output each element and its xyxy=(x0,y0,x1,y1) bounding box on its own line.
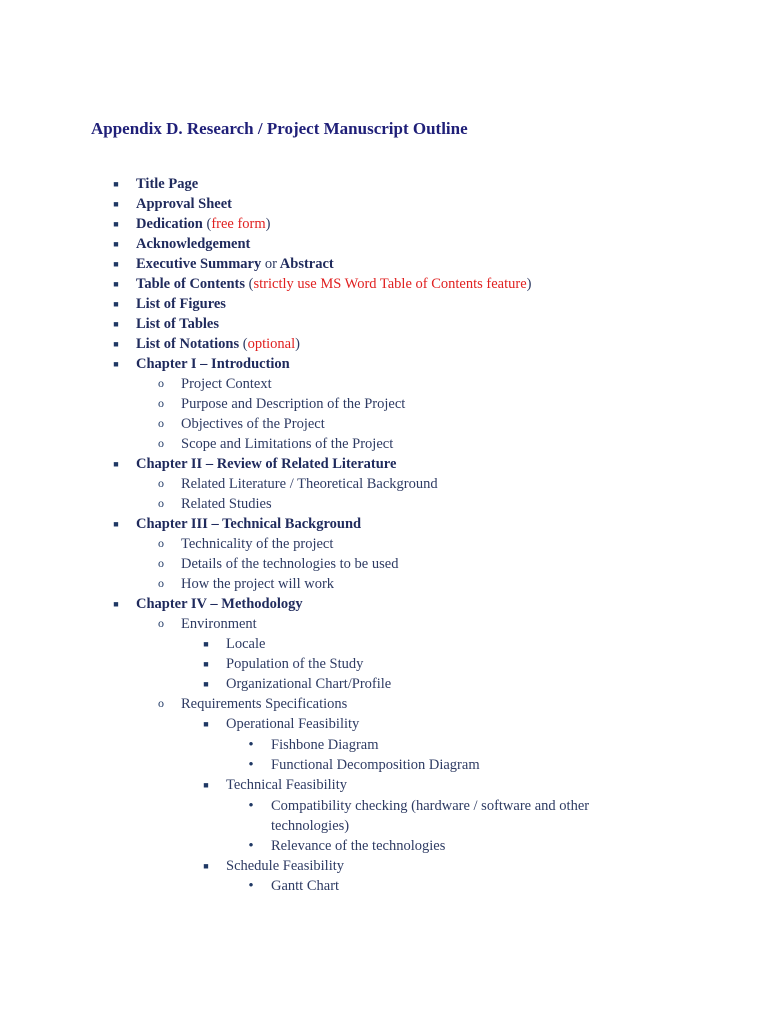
sub-item-label: Purpose and Description of the Project xyxy=(181,396,406,412)
sub-item-label: Related Literature / Theoretical Background xyxy=(181,476,438,492)
sub-item-label: Project Context xyxy=(181,376,272,392)
list-item-table-of-contents: ■ Table of Contents (strictly use MS Word Table of Contents feature) xyxy=(0,274,768,294)
round-bullet-icon: • xyxy=(248,838,254,854)
square-bullet-icon: ■ xyxy=(203,780,209,790)
list-item-list-of-figures xyxy=(0,294,768,314)
item-note: strictly use MS Word Table of Contents feature xyxy=(253,276,527,292)
sub-item-label: Requirements Specifications xyxy=(181,696,348,712)
sub-sub-item-label: Organizational Chart/Profile xyxy=(226,676,392,692)
round-bullet-icon: • xyxy=(248,798,254,814)
sub-sub-item-label: Population of the Study xyxy=(226,656,364,672)
item-label: Executive Summary xyxy=(136,256,262,272)
sub-sub-item-label: Operational Feasibility xyxy=(226,716,360,732)
sub-sub-item-schedule xyxy=(0,856,768,876)
circle-bullet-icon: o xyxy=(158,576,164,590)
square-bullet-icon: ■ xyxy=(113,259,119,269)
square-bullet-icon: ■ xyxy=(113,319,119,329)
circle-bullet-icon: o xyxy=(158,436,164,450)
sub-item xyxy=(0,494,768,514)
list-item-chapter-2 xyxy=(0,454,768,474)
sub-item-label: How the project will work xyxy=(181,576,335,592)
square-bullet-icon: ■ xyxy=(113,199,119,209)
square-bullet-icon: ■ xyxy=(203,659,209,669)
sub-item-label: Technicality of the project xyxy=(181,536,334,552)
leaf-item xyxy=(0,755,768,775)
item-conjunction: or xyxy=(264,256,277,272)
circle-bullet-icon: o xyxy=(158,416,164,430)
item-label: Chapter III – Technical Background xyxy=(136,516,362,532)
leaf-item xyxy=(0,836,768,856)
item-label: Dedication xyxy=(136,216,203,232)
sub-item xyxy=(0,414,768,434)
list-item-chapter-4 xyxy=(0,594,768,614)
leaf-item-label: Gantt Chart xyxy=(271,878,340,894)
item-label: List of Notations xyxy=(136,336,240,352)
sub-sub-item xyxy=(0,674,768,694)
sub-item-environment xyxy=(0,614,768,634)
sub-item xyxy=(0,554,768,574)
sub-item-label: Objectives of the Project xyxy=(181,416,325,432)
square-bullet-icon: ■ xyxy=(113,519,119,529)
item-label: List of Tables xyxy=(136,316,219,332)
circle-bullet-icon: o xyxy=(158,496,164,510)
list-item-dedication: ■ Dedication (free form) xyxy=(0,214,768,234)
round-bullet-icon: • xyxy=(248,878,254,894)
circle-bullet-icon: o xyxy=(158,396,164,410)
square-bullet-icon: ■ xyxy=(113,359,119,369)
circle-bullet-icon: o xyxy=(158,696,164,710)
sub-sub-item-label: Locale xyxy=(226,636,266,652)
square-bullet-icon: ■ xyxy=(203,861,209,871)
sub-item-label: Environment xyxy=(181,616,257,632)
square-bullet-icon: ■ xyxy=(203,719,209,729)
item-label: Chapter IV – Methodology xyxy=(136,596,303,612)
leaf-item-label: Compatibility checking (hardware / software and other technologies) xyxy=(271,798,590,834)
sub-item-label: Details of the technologies to be used xyxy=(181,556,399,572)
square-bullet-icon: ■ xyxy=(113,279,119,289)
square-bullet-icon: ■ xyxy=(113,219,119,229)
square-bullet-icon: ■ xyxy=(113,459,119,469)
leaf-item xyxy=(0,796,768,836)
leaf-item-label: Fishbone Diagram xyxy=(271,737,379,753)
item-label: Acknowledgement xyxy=(136,236,251,252)
list-item-chapter-1 xyxy=(0,354,768,374)
round-bullet-icon: • xyxy=(248,757,254,773)
outline-list xyxy=(0,174,768,896)
sub-item-label: Related Studies xyxy=(181,496,272,512)
round-bullet-icon: • xyxy=(248,737,254,753)
square-bullet-icon: ■ xyxy=(203,639,209,649)
circle-bullet-icon: o xyxy=(158,376,164,390)
sub-sub-item-technical xyxy=(0,775,768,795)
item-label: Chapter I – Introduction xyxy=(136,356,290,372)
leaf-item-label: Relevance of the technologies xyxy=(271,838,446,854)
leaf-item-label: Functional Decomposition Diagram xyxy=(271,757,480,773)
list-item-chapter-3 xyxy=(0,514,768,534)
sub-sub-item-label: Technical Feasibility xyxy=(226,777,347,793)
list-item-title-page xyxy=(0,174,768,194)
sub-item xyxy=(0,534,768,554)
item-note: optional xyxy=(247,336,296,352)
square-bullet-icon: ■ xyxy=(203,679,209,689)
square-bullet-icon: ■ xyxy=(113,599,119,609)
sub-item-label: Scope and Limitations of the Project xyxy=(181,436,394,452)
circle-bullet-icon: o xyxy=(158,476,164,490)
leaf-item xyxy=(0,735,768,755)
item-label-abstract: Abstract xyxy=(279,256,334,272)
list-item-executive-summary xyxy=(0,254,768,274)
list-item-acknowledgement xyxy=(0,234,768,254)
sub-item xyxy=(0,434,768,454)
sub-item xyxy=(0,394,768,414)
item-label: Approval Sheet xyxy=(136,196,233,212)
leaf-item xyxy=(0,876,768,896)
circle-bullet-icon: o xyxy=(158,536,164,550)
list-item-list-of-tables xyxy=(0,314,768,334)
sub-sub-item-label: Schedule Feasibility xyxy=(226,858,344,874)
sub-sub-item xyxy=(0,654,768,674)
sub-sub-item xyxy=(0,634,768,654)
sub-sub-item-operational xyxy=(0,714,768,734)
sub-item xyxy=(0,474,768,494)
square-bullet-icon: ■ xyxy=(113,339,119,349)
item-label: Chapter II – Review of Related Literature xyxy=(136,456,397,472)
circle-bullet-icon: o xyxy=(158,616,164,630)
square-bullet-icon: ■ xyxy=(113,299,119,309)
item-note: free form xyxy=(211,216,266,232)
list-item-list-of-notations: ■ List of Notations (optional) xyxy=(0,334,768,354)
sub-item-requirements xyxy=(0,694,768,714)
list-item-approval-sheet xyxy=(0,194,768,214)
sub-item xyxy=(0,574,768,594)
sub-item xyxy=(0,374,768,394)
page-title: Appendix D. Research / Project Manuscript Outline xyxy=(91,119,468,138)
square-bullet-icon: ■ xyxy=(113,239,119,249)
circle-bullet-icon: o xyxy=(158,556,164,570)
item-label: List of Figures xyxy=(136,296,226,312)
item-label: Title Page xyxy=(136,176,199,192)
square-bullet-icon: ■ xyxy=(113,179,119,189)
item-label: Table of Contents xyxy=(136,276,246,292)
